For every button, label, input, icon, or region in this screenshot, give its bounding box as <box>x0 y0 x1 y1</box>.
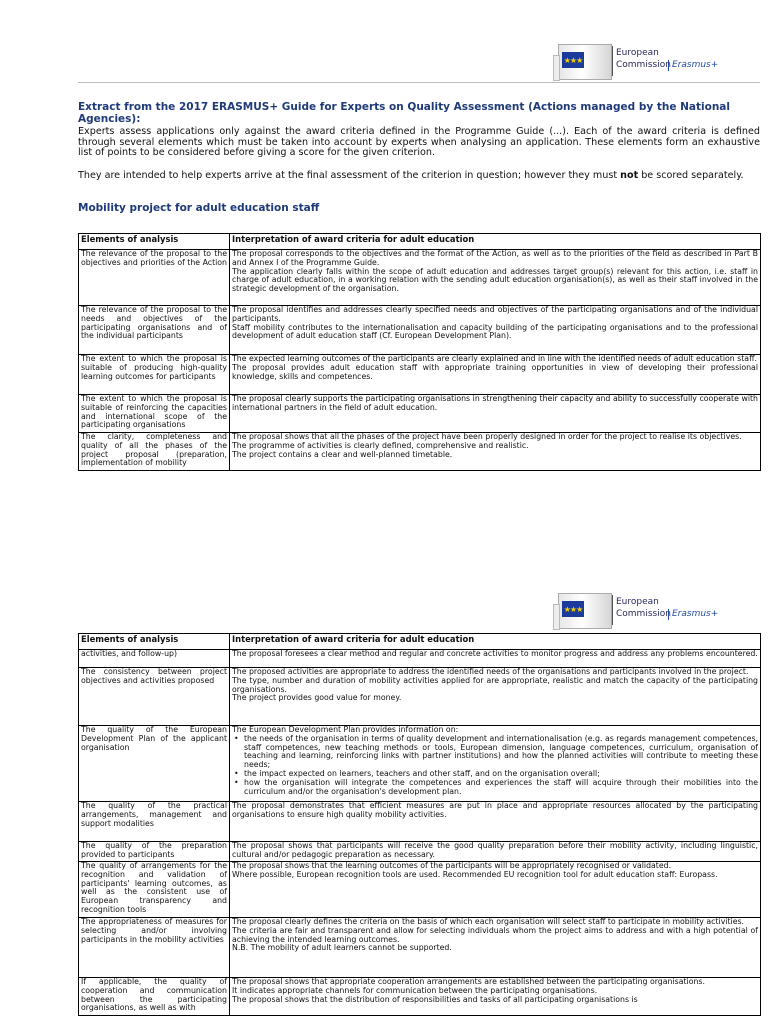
header-rule <box>78 82 760 83</box>
eu-flag-icon: ★★★ <box>562 601 584 617</box>
interpretation-line: The programme of activities is clearly defined, comprehensive and realistic. <box>232 440 529 450</box>
interpretation-line: The proposal clearly supports the participating organisations in strengthening their capacity and ability to successfully cooperate with international partners in the field of adult education. <box>232 394 758 412</box>
column-header-interpretation: Interpretation of award criteria for adult education <box>230 634 761 650</box>
interpretation-cell <box>230 802 761 842</box>
table-row <box>79 842 761 862</box>
interpretation-line: The proposal provides adult education staff with appropriate training opportunities in view of developing their professional knowledge, skills and competences. <box>232 362 758 381</box>
element-of-analysis-cell: The appropriateness of measures for selecting and/or involving participants in the mobility activities <box>79 918 230 978</box>
table-row <box>79 862 761 918</box>
interpretation-line: The proposal shows that the learning outcomes of the participants will be appropriately recognised or validated. <box>232 861 672 870</box>
element-of-analysis-cell: The extent to which the proposal is suitable of reinforcing the capacities and international scope of the participating organisations <box>79 395 230 433</box>
page-heading: Extract from the 2017 ERASMUS+ Guide for Experts on Quality Assessment (Actions managed by the National Agencies): <box>78 101 730 125</box>
table-row <box>79 918 761 978</box>
element-of-analysis-cell: The relevance of the proposal to the needs and objectives of the participating organisations and of the individual participants <box>79 306 230 355</box>
logo-text-european: European <box>616 597 659 607</box>
logo-text-commission: Commission <box>616 60 671 70</box>
interpretation-line: The type, number and duration of mobility activities applied for are appropriate, realistic and match the capacity of the participating organisations. <box>232 675 758 694</box>
interpretation-cell <box>230 306 761 355</box>
logo-text-erasmus: Erasmus+ <box>668 609 718 620</box>
interpretation-cell <box>230 978 761 1016</box>
interpretation-line: The proposal shows that all the phases of the project have been properly designed in order for the project to realise its objectives. <box>232 432 742 441</box>
table-row <box>79 802 761 842</box>
table-row <box>79 395 761 433</box>
element-of-analysis-cell: If applicable, the quality of cooperation and communication between the participating organisations, as well as with <box>79 978 230 1016</box>
interpretation-line: The expected learning outcomes of the participants are clearly explained and in line with the identified needs of adult education staff. <box>232 354 757 363</box>
interpretation-intro: The European Development Plan provides information on: <box>232 725 459 734</box>
european-commission-logo-page-2 <box>550 591 760 627</box>
criteria-table-page-2 <box>78 633 761 1016</box>
table-row <box>79 355 761 395</box>
section-title: Mobility project for adult education staff <box>78 202 320 214</box>
element-of-analysis-cell: The consistency between project objectives and activities proposed <box>79 668 230 726</box>
interpretation-bullet: • the impact expected on learners, teachers and other staff, and on the organisation overall; <box>232 770 758 779</box>
interpretation-line: The proposal foresees a clear method and regular and concrete activities to monitor progress and address any problems encountered. <box>232 649 758 658</box>
table-row <box>79 250 761 306</box>
logo-text-erasmus: Erasmus+ <box>668 60 718 71</box>
interpretation-cell <box>230 862 761 918</box>
element-of-analysis-cell: The quality of the European Development Plan of the applicant organisation <box>79 726 230 802</box>
column-header-elements: Elements of analysis <box>79 634 230 650</box>
element-of-analysis-cell: The clarity, completeness and quality of all the phases of the project proposal (preparation, implementation of mobility <box>79 433 230 471</box>
interpretation-bullet: • how the organisation will integrate the competences and experiences the staff will acquire through their mobilities into the curriculum and/or the organisation's development plan. <box>232 779 758 797</box>
interpretation-line: Staff mobility contributes to the internationalisation and capacity building of the participating organisations and to the professional development of adult education staff (Cf. European Development Plan). <box>232 322 758 341</box>
interpretation-cell <box>230 250 761 306</box>
table-row <box>79 978 761 1016</box>
interpretation-line: The proposal shows that appropriate cooperation arrangements are established between the participating organisations. <box>232 977 705 986</box>
column-header-elements: Elements of analysis <box>79 234 230 250</box>
interpretation-line: The project provides good value for money. <box>232 693 402 703</box>
column-header-interpretation: Interpretation of award criteria for adult education <box>230 234 761 250</box>
interpretation-line: The proposal demonstrates that efficient measures are put in place and appropriate resources allocated by the participating organisations to ensure high quality mobility activities. <box>232 801 758 819</box>
european-commission-logo <box>550 42 760 78</box>
scoring-note-paragraph: They are intended to help experts arrive at the final assessment of the criterion in question; however they must not be scored separately. <box>78 170 744 181</box>
interpretation-cell <box>230 842 761 862</box>
interpretation-line: The criteria are fair and transparent and allow for selecting individuals whom the project aims to address and with a high potential of achieving the intended learning outcomes. <box>232 925 758 944</box>
interpretation-bullet: • the needs of the organisation in terms of quality development and internationalisation (e.g. as regards management competences, staff competences, new teaching methods or tools, European dimension, language competences, curriculum, organisation of teaching and learning, reinforcing links with partner institutions) and how the planned activities will contribute to meeting these needs; <box>232 735 758 770</box>
eu-flag-icon: ★★★ <box>562 52 584 68</box>
interpretation-line: The application clearly falls within the scope of adult education and addresses target group(s) relevant for this action, i.e. staff in charge of adult education, in a working relation with the sending adult education organisation(s), as well as their staff involved in the strategic development of the organisation. <box>232 266 758 294</box>
interpretation-line: The proposal shows that participants will receive the good quality preparation before their mobility activity, including linguistic, cultural and/or pedagogic preparation as necessary. <box>232 841 758 859</box>
interpretation-cell <box>230 433 761 471</box>
interpretation-line: The proposal shows that the distribution of responsibilities and tasks of all participating organisations is <box>232 994 638 1004</box>
interpretation-cell <box>230 650 761 668</box>
interpretation-line: The proposal identifies and addresses clearly specified needs and objectives of the participating organisations and of the individual participants. <box>232 305 758 323</box>
logo-text-commission: Commission <box>616 609 671 619</box>
element-of-analysis-cell: The relevance of the proposal to the objectives and priorities of the Action <box>79 250 230 306</box>
element-of-analysis-cell: The extent to which the proposal is suitable of producing high-quality learning outcomes for participants <box>79 355 230 395</box>
interpretation-cell <box>230 668 761 726</box>
interpretation-line: The proposal clearly defines the criteria on the basis of which each organisation will select staff to participate in mobility activities. <box>232 917 745 926</box>
table-row <box>79 650 761 668</box>
logo-text-european: European <box>616 48 659 58</box>
table-row <box>79 306 761 355</box>
interpretation-line: The proposal corresponds to the objectives and the format of the Action, as well as to the priorities of the field as described in Part B and Annex I of the Programme Guide. <box>232 249 758 267</box>
element-of-analysis-cell: The quality of the preparation provided to participants <box>79 842 230 862</box>
element-of-analysis-cell: activities, and follow-up) <box>79 650 230 668</box>
table-row <box>79 726 761 802</box>
interpretation-line: The project contains a clear and well-planned timetable. <box>232 449 453 459</box>
table-row <box>79 668 761 726</box>
interpretation-line: It indicates appropriate channels for communication between the participating organisations. <box>232 985 598 995</box>
intro-paragraph: Experts assess applications only against the award criteria defined in the Programme Guide (...). Each of the award criteria is defined through several elements which must be taken into account by experts when analysing an application. These elements form an exhaustive list of points to be considered before giving a score for the given criterion. <box>78 126 760 158</box>
interpretation-line: N.B. The mobility of adult learners cannot be supported. <box>232 943 452 953</box>
criteria-table-page-1 <box>78 233 761 471</box>
interpretation-cell <box>230 355 761 395</box>
interpretation-line: The proposed activities are appropriate to address the identified needs of the organisations and participants involved in the project. <box>232 667 749 676</box>
table-row <box>79 433 761 471</box>
interpretation-line: Where possible, European recognition tools are used. Recommended EU recognition tool for adult education staff: Europass. <box>232 869 718 879</box>
interpretation-cell <box>230 395 761 433</box>
interpretation-cell <box>230 726 761 802</box>
interpretation-cell <box>230 918 761 978</box>
element-of-analysis-cell: The quality of the practical arrangements, management and support modalities <box>79 802 230 842</box>
element-of-analysis-cell: The quality of arrangements for the recognition and validation of participants' learning outcomes, as well as the consistent use of European transparency and recognition tools <box>79 862 230 918</box>
